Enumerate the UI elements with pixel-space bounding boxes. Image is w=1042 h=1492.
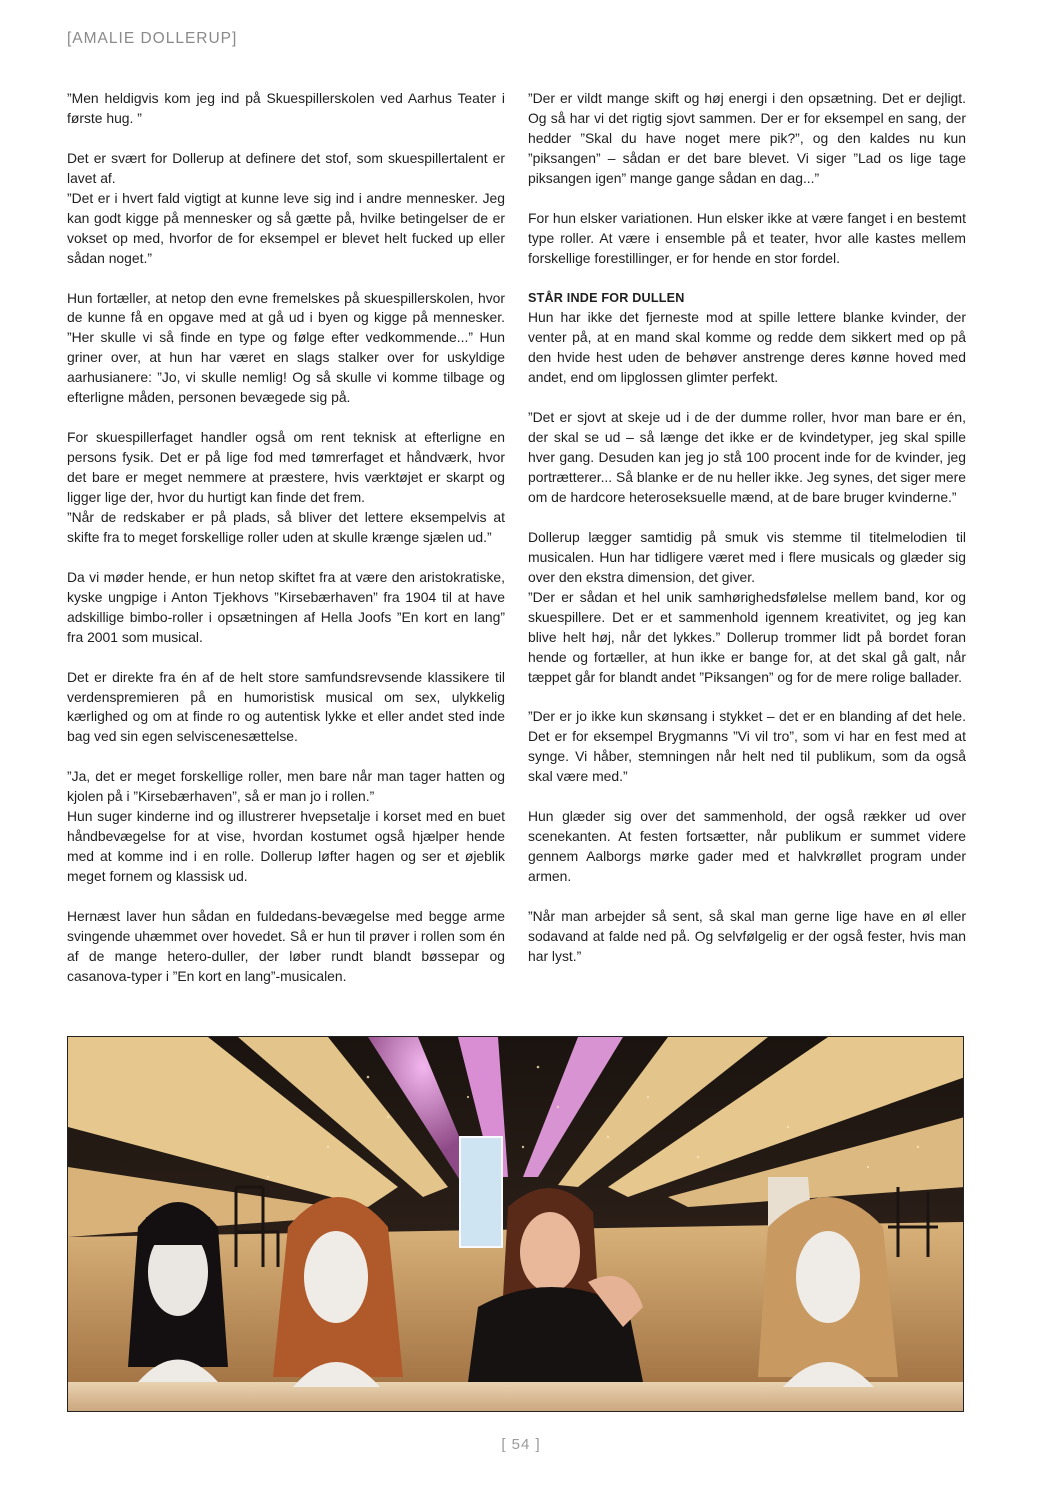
paragraph: Hun glæder sig over det sammenhold, der også rækker ud over scenekanten. At festen fortsætter, når publikum er summet videre gennem Aalborgs mørke gader med et halvkrøllet program under armen. [528, 808, 966, 885]
paragraph: ”Der er sådan et hel unik samhørighedsfølelse mellem band, kor og skuespillere. Det er et sammenhold igennem kreativitet, og jeg kan blive helt høj, når det lykkes.” Dollerup trommer lidt på bordet foran hende og fortæller, at hun ikke er bange for, at det skal gå galt, når tæppet går for blandt andet ”Piksangen” og for de mere rolige ballader. [528, 588, 966, 685]
paragraph: ”Ja, det er meget forskellige roller, men bare når man tager hatten og kjolen på i ”Kirsebærhaven”, så er man jo i rollen.” [67, 768, 505, 805]
paragraph: ”Når de redskaber er på plads, så bliver det lettere eksempelvis at skifte fra to meget forskellige roller uden at skulle krænge sjælen ud.” [67, 508, 505, 545]
right-column [528, 89, 966, 967]
paragraph: Det er direkte fra én af de helt store samfundsrevsende klassikere til verdenspremieren på en humoristisk musical om sex, ulykkelig kærlighed og om at finde ro og autentisk lykke et eller andet sted inde bag ved sin egen selviscenesættelse. [67, 668, 505, 745]
paragraph: For skuespillerfaget handler også om rent teknisk at efterligne en persons fysik. Det er på lige fod med tømrerfaget et håndværk, hvor det bare er meget nemmere at præstere, hvis værktøjet er skarpt og ligger lige der, hvor du hurtigt kan finde det frem. [67, 429, 505, 506]
paragraph: Da vi møder hende, er hun netop skiftet fra at være den aristokratiske, kyske ungpige i Anton Tjekhovs ”Kirsebærhaven” fra 1904 til at have adskillige bimbo-roller i opsætningen af Hella Joofs ”En kort en lang” fra 2001 som musical. [67, 568, 505, 645]
left-column [67, 89, 505, 1007]
paragraph: ”Der er vildt mange skift og høj energi i den opsætning. Det er dejligt. Og så har vi det rigtig sjovt sammen. Der er for eksempel en sang, der hedder ”Skal du have noget mere pik?”, og den kaldes nu kun ”piksangen” – sådan er det bare blevet. Vi siger ”Lad os lige tage piksangen igen” mange gange sådan en dag...” [528, 90, 966, 186]
paragraph: ”Men heldigvis kom jeg ind på Skuespillerskolen ved Aarhus Teater i første hug. ” [67, 90, 505, 126]
wig-head-red [273, 1197, 403, 1387]
paragraph: ”Når man arbejder så sent, så skal man gerne lige have en øl eller sodavand at falde ned på. Og selvfølgelig er der også fester, hvis man har lyst.” [528, 907, 966, 964]
paragraph: ”Det er sjovt at skeje ud i de der dumme roller, hvor man bare er én, der skal se ud – så længe det ikke er de kvindetyper, jeg skal spille hver gang. Desuden kan jeg jo stå 100 procent inde for de kvinder, jeg portrætterer... Så blanke er de nu heller ikke. Jeg synes, det siger mere om de hardcore heteroseksuelle mænd, at de bare bruger kvinderne.” [528, 409, 966, 506]
paragraph: Hun fortæller, at netop den evne fremelskes på skuespillerskolen, hvor de kunne få en opgave med at gå ud i byen og kigge på mennesker. ”Her skulle vi så finde en type og følge efter vedkommende...” Hun griner over, at hun har været en slags stalker over for uskyldige aarhusianere: ”Jo, vi skulle nemlig! Og så skulle vi komme tilbage og efterligne måden, personen bevægede sig på. [67, 289, 505, 406]
section-tag: [AMALIE DOLLERUP] [67, 30, 238, 47]
paragraph: Hernæst laver hun sådan en fuldedans-bevægelse med begge arme svingende uhæmmet over hovedet. Så er hun til prøver i rollen som én af de mange hetero-duller, der løber rundt blandt bøssepar og casanova-typer i ”En kort en lang”-musicalen. [67, 907, 505, 984]
section-subheading: STÅR INDE FOR DULLEN [528, 290, 685, 305]
stage-photo [67, 1036, 964, 1412]
paragraph: Dollerup lægger samtidig på smuk vis stemme til titelmelodien til musicalen. Hun har tidligere været med i flere musicals og glæder sig over den ekstra dimension, det giver. [528, 528, 966, 585]
paragraph: ”Det er i hvert fald vigtigt at kunne leve sig ind i andre mennesker. Jeg kan godt kigge på mennesker og så gætte på, hvilke betingelser de er vokset op med, hvorfor de for eksempel er blevet helt fucked up eller sådan noget.” [67, 189, 505, 266]
paragraph: For hun elsker variationen. Hun elsker ikke at være fanget i en bestemt type roller. At være i ensemble på et teater, hvor alle kastes mellem forskellige forestillinger, er for hende en stor fordel. [528, 209, 966, 266]
wig-head-black [128, 1202, 228, 1382]
stage-door [460, 1137, 502, 1247]
wig-head-blonde [758, 1197, 898, 1387]
paragraph: Hun suger kinderne ind og illustrerer hvepsetalje i korset med en buet håndbevægelse for at vise, hvordan kostumet også hjælper hende med at komme ind i en rolle. Dollerup løfter hagen og ser et øjeblik meget fornem og klassisk ud. [67, 808, 505, 885]
paragraph: Hun har ikke det fjerneste mod at spille lettere blanke kvinder, der venter på, at en mand skal komme og redde dem sikkert med op på den hvide hest uden de behøver anstrenge deres kønne hoved med andet, end om lipglossen glimter perfekt. [528, 309, 966, 386]
paragraph: Det er svært for Dollerup at definere det stof, som skuespillertalent er lavet af. [67, 149, 505, 186]
paragraph: ”Der er jo ikke kun skønsang i stykket – det er en blanding af det hele. Det er for eksempel Brygmanns ”Vi vil tro”, som vi har en fest med at synge. Vi håber, stemningen når helt ned til publikum, som da også skal være med.” [528, 708, 966, 785]
page-number: [ 54 ] [501, 1436, 541, 1453]
